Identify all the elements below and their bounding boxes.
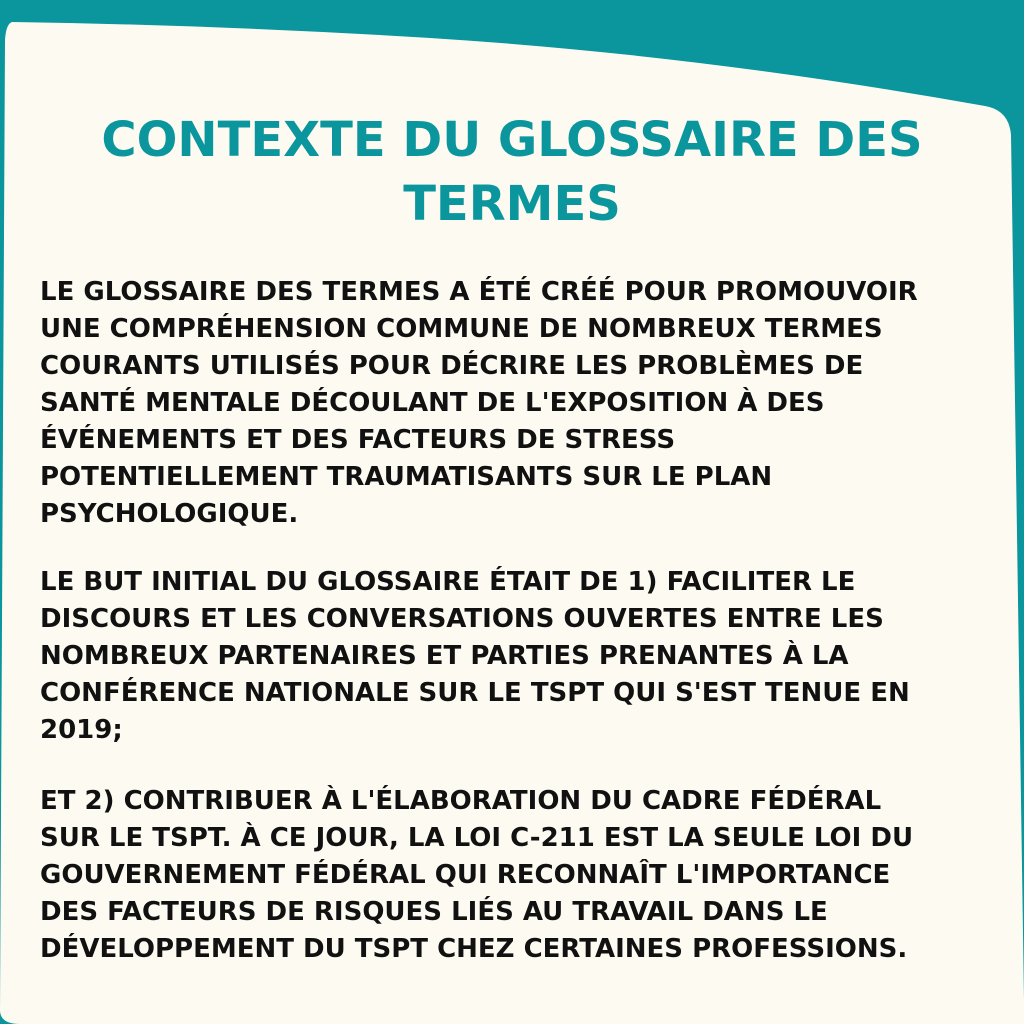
page-title: CONTEXTE DU GLOSSAIRE DES TERMES xyxy=(101,112,923,232)
paragraph-initial-goal: LE BUT INITIAL DU GLOSSAIRE ÉTAIT DE 1) FACILITER LE DISCOURS ET LES CONVERSATIONS OUVERTES ENTRE LES NOMBREUX PARTENAIRES ET PARTIES PRENANTES À LA CONFÉRENCE NATIONALE SUR LE TSPT QUI S'EST TENUE EN 2019; xyxy=(40,567,910,745)
paragraph-intro: LE GLOSSAIRE DES TERMES A ÉTÉ CRÉÉ POUR PROMOUVOIR UNE COMPRÉHENSION COMMUNE DE NOMBREUX TERMES COURANTS UTILISÉS POUR DÉCRIRE LES PROBLÈMES DE SANTÉ MENTALE DÉCOULANT DE L'EXPOSITION À DES ÉVÉNEMENTS ET DES FACTEURS DE STRESS POTENTIELLEMENT TRAUMATISANTS SUR LE PLAN PSYCHOLOGIQUE. xyxy=(40,277,918,529)
paragraph-federal-framework: ET 2) CONTRIBUER À L'ÉLABORATION DU CADRE FÉDÉRAL SUR LE TSPT. À CE JOUR, LA LOI C-211 EST LA SEULE LOI DU GOUVERNEMENT FÉDÉRAL QUI RECONNAÎT L'IMPORTANCE DES FACTEURS DE RISQUES LIÉS AU TRAVAIL DANS LE DÉVELOPPEMENT DU TSPT CHEZ CERTAINES PROFESSIONS. xyxy=(40,786,914,964)
